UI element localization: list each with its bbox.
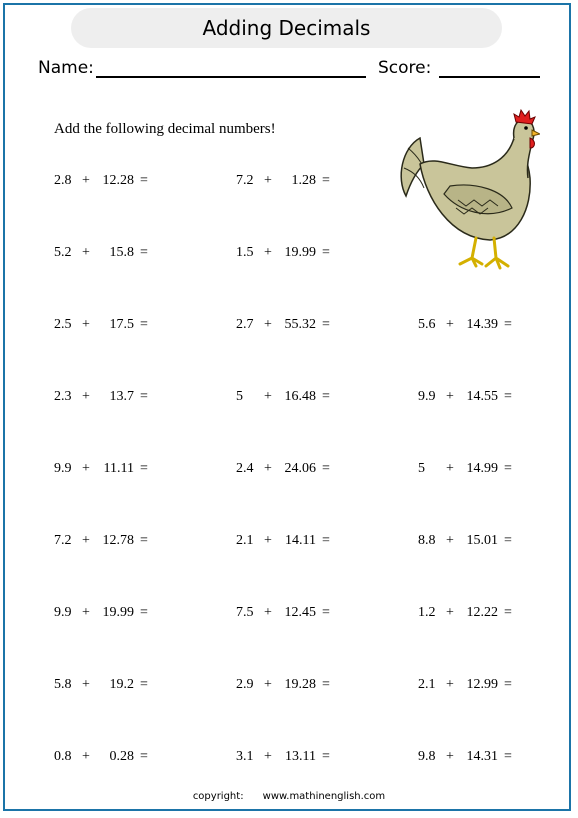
plus-sign: + <box>82 677 90 692</box>
equals-sign: = <box>140 173 148 188</box>
equals-sign: = <box>322 317 330 332</box>
second-addend: 14.99 <box>466 461 498 476</box>
plus-sign: + <box>264 749 272 764</box>
worksheet-title <box>71 8 502 48</box>
second-addend: 12.78 <box>102 533 134 548</box>
second-addend: 11.11 <box>103 461 134 476</box>
instruction-text: Add the following decimal numbers! <box>54 121 276 137</box>
first-addend: 7.2 <box>54 533 72 548</box>
first-addend: 5 <box>418 461 425 476</box>
plus-sign: + <box>446 461 454 476</box>
equals-sign: = <box>322 749 330 764</box>
website-link[interactable]: www.mathinenglish.com <box>262 791 386 802</box>
first-addend: 8.8 <box>418 533 436 548</box>
first-addend: 7.5 <box>236 605 254 620</box>
plus-sign: + <box>446 389 454 404</box>
second-addend: 15.8 <box>109 245 134 260</box>
second-addend: 55.32 <box>284 317 316 332</box>
equals-sign: = <box>140 677 148 692</box>
first-addend: 1.5 <box>236 245 254 260</box>
equals-sign: = <box>322 245 330 260</box>
first-addend: 5.2 <box>54 245 72 260</box>
first-addend: 0.8 <box>54 749 72 764</box>
second-addend: 12.28 <box>102 173 134 188</box>
first-addend: 2.9 <box>236 677 254 692</box>
plus-sign: + <box>82 389 90 404</box>
first-addend: 2.1 <box>236 533 254 548</box>
equals-sign: = <box>504 461 512 476</box>
equals-sign: = <box>322 605 330 620</box>
second-addend: 19.99 <box>102 605 134 620</box>
equals-sign: = <box>140 605 148 620</box>
plus-sign: + <box>264 533 272 548</box>
equals-sign: = <box>140 317 148 332</box>
plus-sign: + <box>264 389 272 404</box>
plus-sign: + <box>82 461 90 476</box>
first-addend: 2.1 <box>418 677 436 692</box>
second-addend: 13.11 <box>285 749 316 764</box>
equals-sign: = <box>322 677 330 692</box>
first-addend: 5.8 <box>54 677 72 692</box>
first-addend: 9.9 <box>418 389 436 404</box>
hen-icon <box>380 108 540 278</box>
first-addend: 3.1 <box>236 749 254 764</box>
equals-sign: = <box>504 317 512 332</box>
plus-sign: + <box>82 173 90 188</box>
equals-sign: = <box>504 677 512 692</box>
plus-sign: + <box>446 749 454 764</box>
first-addend: 2.5 <box>54 317 72 332</box>
plus-sign: + <box>264 461 272 476</box>
equals-sign: = <box>140 245 148 260</box>
second-addend: 24.06 <box>284 461 316 476</box>
equals-sign: = <box>322 461 330 476</box>
second-addend: 12.45 <box>284 605 316 620</box>
second-addend: 14.11 <box>285 533 316 548</box>
second-addend: 12.99 <box>466 677 498 692</box>
equals-sign: = <box>504 605 512 620</box>
first-addend: 2.4 <box>236 461 254 476</box>
plus-sign: + <box>82 605 90 620</box>
plus-sign: + <box>82 245 90 260</box>
plus-sign: + <box>82 533 90 548</box>
plus-sign: + <box>264 317 272 332</box>
name-line[interactable] <box>96 76 366 78</box>
second-addend: 0.28 <box>109 749 134 764</box>
first-addend: 9.8 <box>418 749 436 764</box>
equals-sign: = <box>322 173 330 188</box>
first-addend: 7.2 <box>236 173 254 188</box>
equals-sign: = <box>504 533 512 548</box>
second-addend: 14.55 <box>466 389 498 404</box>
second-addend: 13.7 <box>109 389 134 404</box>
second-addend: 14.39 <box>466 317 498 332</box>
score-line[interactable] <box>439 76 540 78</box>
second-addend: 19.2 <box>109 677 134 692</box>
plus-sign: + <box>446 317 454 332</box>
second-addend: 16.48 <box>284 389 316 404</box>
second-addend: 1.28 <box>291 173 316 188</box>
plus-sign: + <box>264 677 272 692</box>
second-addend: 14.31 <box>466 749 498 764</box>
equals-sign: = <box>322 389 330 404</box>
second-addend: 19.28 <box>284 677 316 692</box>
plus-sign: + <box>446 533 454 548</box>
footer <box>0 791 578 802</box>
plus-sign: + <box>264 173 272 188</box>
plus-sign: + <box>264 605 272 620</box>
equals-sign: = <box>140 749 148 764</box>
plus-sign: + <box>446 677 454 692</box>
equals-sign: = <box>504 749 512 764</box>
plus-sign: + <box>82 749 90 764</box>
plus-sign: + <box>82 317 90 332</box>
second-addend: 12.22 <box>466 605 498 620</box>
first-addend: 5 <box>236 389 243 404</box>
title-text: Adding Decimals <box>202 16 371 40</box>
equals-sign: = <box>140 389 148 404</box>
first-addend: 2.8 <box>54 173 72 188</box>
plus-sign: + <box>264 245 272 260</box>
second-addend: 15.01 <box>466 533 498 548</box>
first-addend: 9.9 <box>54 461 72 476</box>
copyright-label: copyright: <box>192 791 244 802</box>
first-addend: 5.6 <box>418 317 436 332</box>
second-addend: 19.99 <box>284 245 316 260</box>
second-addend: 17.5 <box>109 317 134 332</box>
name-label: Name: <box>38 58 94 78</box>
equals-sign: = <box>140 461 148 476</box>
plus-sign: + <box>446 605 454 620</box>
equals-sign: = <box>140 533 148 548</box>
first-addend: 9.9 <box>54 605 72 620</box>
score-label: Score: <box>378 58 432 78</box>
first-addend: 2.7 <box>236 317 254 332</box>
first-addend: 1.2 <box>418 605 436 620</box>
first-addend: 2.3 <box>54 389 72 404</box>
equals-sign: = <box>504 389 512 404</box>
equals-sign: = <box>322 533 330 548</box>
